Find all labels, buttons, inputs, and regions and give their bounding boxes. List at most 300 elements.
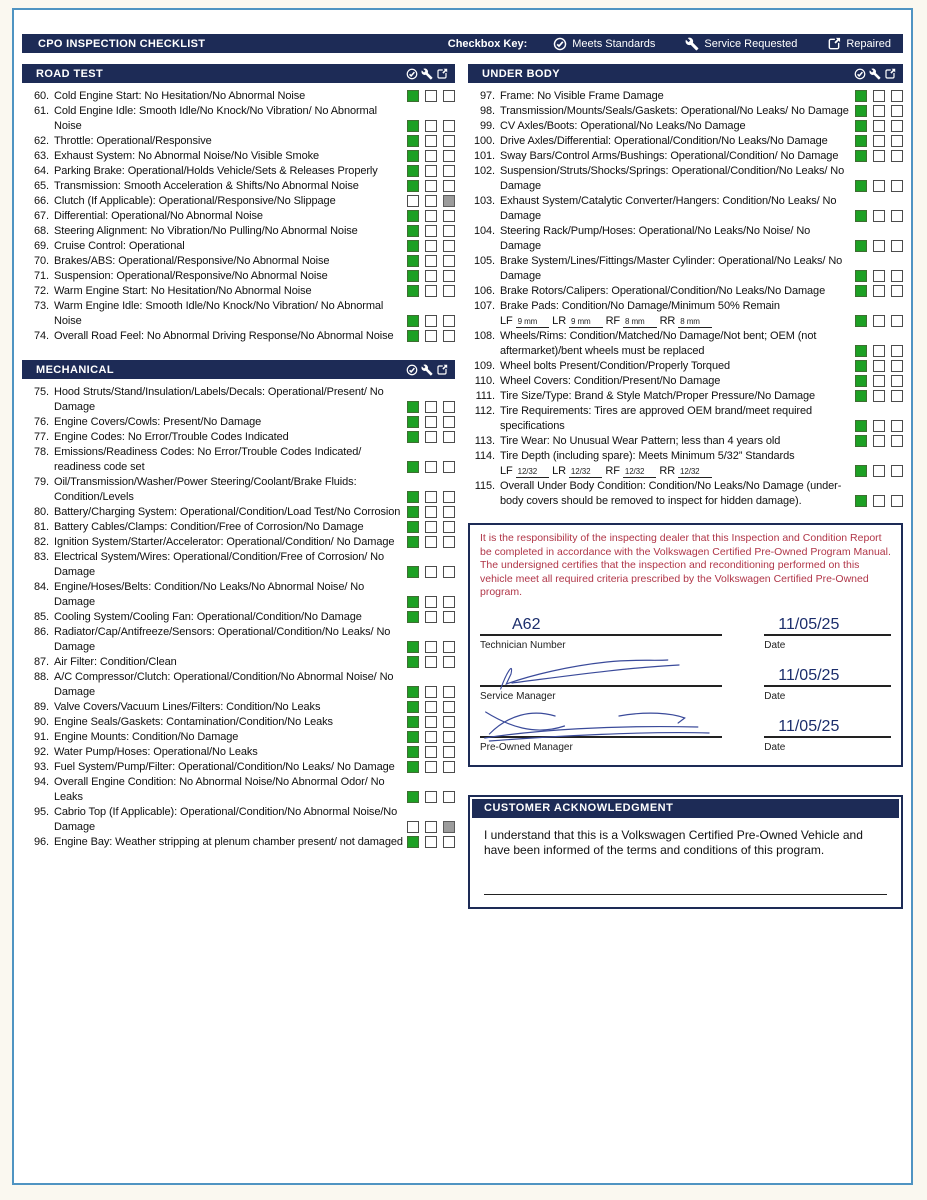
item-number: 105. [473, 255, 495, 267]
item-text: Brake Pads: Condition/No Damage/Minimum 50% Remain LF 9 mm LR 9 mm RF 8 mm RR 8 mm [500, 299, 851, 329]
checklist-item [468, 149, 903, 164]
signature-field [480, 661, 722, 702]
legend-label: Repaired [846, 37, 891, 50]
checkbox-repaired[interactable] [443, 641, 455, 653]
item-text: Warm Engine Idle: Smooth Idle/No Knock/No Vibration/ No Abnormal Noise [54, 300, 384, 327]
checkbox-service-requested[interactable] [873, 420, 885, 432]
checkbox-repaired[interactable] [443, 165, 455, 177]
checkbox-service-requested[interactable] [425, 821, 437, 833]
checklist-item [22, 445, 455, 475]
item-checkboxes [407, 431, 455, 443]
checkbox-meets-standards[interactable] [407, 135, 419, 147]
checkbox-service-requested[interactable] [425, 836, 437, 848]
checkbox-service-requested[interactable] [425, 180, 437, 192]
checklist-item [22, 89, 455, 104]
item-checkboxes [855, 180, 903, 192]
checkbox-service-requested[interactable] [425, 491, 437, 503]
checkbox-repaired[interactable] [443, 255, 455, 267]
checkbox-service-requested[interactable] [425, 686, 437, 698]
checkbox-meets-standards[interactable] [855, 435, 867, 447]
checkbox-meets-standards[interactable] [407, 150, 419, 162]
checkbox-meets-standards[interactable] [407, 255, 419, 267]
item-checkboxes [407, 120, 455, 132]
checkbox-service-requested[interactable] [873, 495, 885, 507]
section-mechanical [22, 360, 455, 850]
checkbox-service-requested[interactable] [425, 461, 437, 473]
checkbox-repaired[interactable] [891, 465, 903, 477]
checkbox-repaired[interactable] [443, 195, 455, 207]
item-number: 85. [34, 611, 49, 623]
checkbox-service-requested[interactable] [873, 150, 885, 162]
item-measurements: LF 9 mm LR 9 mm RF 8 mm RR 8 mm [500, 314, 851, 329]
item-checkboxes [855, 360, 903, 372]
item-text: Brakes/ABS: Operational/Responsive/No Abnormal Noise [54, 255, 330, 267]
checkbox-service-requested[interactable] [425, 150, 437, 162]
checkbox-repaired[interactable] [443, 791, 455, 803]
checkbox-service-requested[interactable] [873, 375, 885, 387]
checklist-item [22, 299, 455, 329]
checkbox-repaired[interactable] [891, 390, 903, 402]
checkbox-service-requested[interactable] [425, 285, 437, 297]
checklist-item [22, 580, 455, 610]
section-items [22, 385, 455, 850]
measurement-value: 12/32 [569, 467, 603, 478]
section-title: MECHANICAL [36, 363, 114, 376]
checkbox-repaired[interactable] [443, 836, 455, 848]
checkbox-repaired[interactable] [443, 330, 455, 342]
checkbox-meets-standards[interactable] [407, 90, 419, 102]
checkbox-meets-standards[interactable] [855, 180, 867, 192]
checkbox-service-requested[interactable] [425, 746, 437, 758]
item-checkboxes [855, 105, 903, 117]
checkbox-repaired[interactable] [443, 210, 455, 222]
checklist-item [468, 374, 903, 389]
checkbox-meets-standards[interactable] [407, 656, 419, 668]
checkbox-meets-standards[interactable] [407, 536, 419, 548]
checkbox-meets-standards[interactable] [855, 240, 867, 252]
checkbox-repaired[interactable] [443, 686, 455, 698]
checkbox-meets-standards[interactable] [407, 491, 419, 503]
checkbox-service-requested[interactable] [425, 566, 437, 578]
checkbox-service-requested[interactable] [425, 401, 437, 413]
checkbox-service-requested[interactable] [425, 536, 437, 548]
checkbox-service-requested[interactable] [425, 90, 437, 102]
item-checkboxes [407, 521, 455, 533]
checkbox-repaired[interactable] [891, 285, 903, 297]
checkbox-meets-standards[interactable] [855, 135, 867, 147]
checkbox-repaired[interactable] [443, 491, 455, 503]
item-number: 70. [34, 255, 49, 267]
checklist-item [22, 625, 455, 655]
checklist-item [468, 284, 903, 299]
checkbox-meets-standards[interactable] [407, 836, 419, 848]
item-checkboxes [855, 240, 903, 252]
checkbox-repaired[interactable] [443, 416, 455, 428]
item-text: Engine Seals/Gaskets: Contamination/Condition/No Leaks [54, 716, 333, 728]
checkbox-repaired[interactable] [443, 656, 455, 668]
checkbox-service-requested[interactable] [425, 165, 437, 177]
checkbox-service-requested[interactable] [425, 240, 437, 252]
item-number: 80. [34, 506, 49, 518]
checkbox-meets-standards[interactable] [407, 611, 419, 623]
item-text: Cold Engine Start: No Hesitation/No Abnormal Noise [54, 90, 306, 102]
item-text: Suspension/Struts/Shocks/Springs: Operational/Condition/No Leaks/ No Damage [500, 165, 845, 192]
item-number: 76. [34, 416, 49, 428]
checkbox-repaired[interactable] [891, 375, 903, 387]
checkbox-meets-standards[interactable] [855, 375, 867, 387]
checklist-item [22, 535, 455, 550]
checkbox-meets-standards[interactable] [407, 270, 419, 282]
checkbox-meets-standards[interactable] [407, 641, 419, 653]
measurement-value: 8 mm [623, 317, 657, 328]
checkbox-meets-standards[interactable] [407, 791, 419, 803]
checkbox-repaired[interactable] [443, 180, 455, 192]
checkbox-service-requested[interactable] [873, 105, 885, 117]
item-checkboxes [855, 420, 903, 432]
checkbox-meets-standards[interactable] [855, 390, 867, 402]
checkbox-repaired[interactable] [443, 731, 455, 743]
checkbox-meets-standards[interactable] [407, 821, 419, 833]
section-road-test [22, 64, 455, 344]
checkbox-repaired[interactable] [891, 135, 903, 147]
checkbox-service-requested[interactable] [425, 330, 437, 342]
item-text: Tire Requirements: Tires are approved OEM brand/meet required specifications [500, 405, 813, 432]
item-text: Throttle: Operational/Responsive [54, 135, 212, 147]
checkbox-meets-standards[interactable] [407, 596, 419, 608]
date-label: Date [764, 639, 786, 651]
checkbox-repaired[interactable] [443, 506, 455, 518]
item-text: Wheel bolts Present/Condition/Properly Torqued [500, 360, 730, 372]
checkbox-service-requested[interactable] [425, 255, 437, 267]
checkbox-service-requested[interactable] [873, 180, 885, 192]
checkbox-service-requested[interactable] [425, 195, 437, 207]
checkbox-meets-standards[interactable] [407, 716, 419, 728]
checkbox-meets-standards[interactable] [407, 240, 419, 252]
item-checkboxes [855, 435, 903, 447]
checkbox-meets-standards[interactable] [407, 566, 419, 578]
repaired-icon [436, 364, 448, 376]
item-text: Fuel System/Pump/Filter: Operational/Condition/No Leaks/ No Damage [54, 761, 395, 773]
checkbox-service-requested[interactable] [425, 315, 437, 327]
checkbox-service-requested[interactable] [425, 135, 437, 147]
checkbox-meets-standards[interactable] [407, 315, 419, 327]
item-text: Cabrio Top (If Applicable): Operational/Condition/No Abnormal Noise/No Damage [54, 806, 398, 833]
item-number: 112. [474, 405, 495, 417]
item-number: 99. [480, 120, 495, 132]
checklist-item [22, 700, 455, 715]
measurement-value: 9 mm [569, 317, 603, 328]
checkbox-meets-standards[interactable] [407, 761, 419, 773]
checkbox-meets-standards[interactable] [407, 210, 419, 222]
checkbox-service-requested[interactable] [425, 656, 437, 668]
wrench-icon [869, 68, 881, 80]
checkbox-meets-standards[interactable] [855, 120, 867, 132]
item-number: 83. [34, 551, 49, 563]
checkbox-repaired[interactable] [891, 90, 903, 102]
item-checkboxes [407, 180, 455, 192]
checkbox-meets-standards[interactable] [407, 225, 419, 237]
checkbox-meets-standards[interactable] [855, 495, 867, 507]
checkbox-meets-standards[interactable] [855, 420, 867, 432]
checklist-item [22, 550, 455, 580]
item-text: Wheel Covers: Condition/Present/No Damage [500, 375, 721, 387]
checkbox-repaired[interactable] [443, 401, 455, 413]
checkbox-service-requested[interactable] [873, 285, 885, 297]
item-text: CV Axles/Boots: Operational/No Leaks/No Damage [500, 120, 746, 132]
item-text: Engine Bay: Weather stripping at plenum chamber present/ not damaged [54, 836, 403, 848]
item-checkboxes [407, 566, 455, 578]
checkbox-meets-standards[interactable] [855, 150, 867, 162]
checklist-item [468, 134, 903, 149]
checkbox-service-requested[interactable] [873, 240, 885, 252]
item-text: Overall Road Feel: No Abnormal Driving Response/No Abnormal Noise [54, 330, 394, 342]
item-text: Clutch (If Applicable): Operational/Responsive/No Slippage [54, 195, 336, 207]
checkbox-repaired[interactable] [891, 360, 903, 372]
checkbox-meets-standards[interactable] [407, 731, 419, 743]
wrench-icon [685, 37, 699, 51]
checkbox-meets-standards[interactable] [855, 210, 867, 222]
checkbox-service-requested[interactable] [425, 611, 437, 623]
item-checkboxes [855, 345, 903, 357]
checkbox-service-requested[interactable] [425, 270, 437, 282]
checkbox-meets-standards[interactable] [407, 746, 419, 758]
checkbox-service-requested[interactable] [425, 761, 437, 773]
item-number: 92. [34, 746, 49, 758]
checklist-item [22, 430, 455, 445]
checkbox-meets-standards[interactable] [855, 345, 867, 357]
date-line[interactable] [764, 712, 891, 738]
checkbox-repaired[interactable] [443, 315, 455, 327]
checkbox-meets-standards[interactable] [407, 521, 419, 533]
checkbox-service-requested[interactable] [873, 120, 885, 132]
signature-line[interactable] [480, 610, 722, 636]
item-measurements: LF 12/32 LR 12/32 RF 12/32 RR 12/32 [500, 464, 851, 479]
checkbox-repaired[interactable] [891, 495, 903, 507]
certification-statement: It is the responsibility of the inspecting dealer that this Inspection and Condition Report be completed in accordance with the Volkswagen Certified Pre-Owned Program Manual. The undersigned certifies that the inspection and reconditioning performed on this vehicle meet all required criteria prescribed by the Volkswagen Certified Pre-Owned program. [480, 532, 891, 598]
checkbox-service-requested[interactable] [425, 506, 437, 518]
item-number: 66. [34, 195, 49, 207]
item-text: Emissions/Readiness Codes: No Error/Trouble Codes Indicated/ readiness code set [54, 446, 362, 473]
checkbox-meets-standards[interactable] [407, 701, 419, 713]
checkbox-service-requested[interactable] [425, 210, 437, 222]
checkbox-repaired[interactable] [443, 566, 455, 578]
item-number: 74. [34, 330, 49, 342]
item-text: Brake Rotors/Calipers: Operational/Condition/No Leaks/No Damage [500, 285, 826, 297]
checkbox-repaired[interactable] [443, 150, 455, 162]
signature-grid [480, 610, 891, 753]
checklist-item [22, 269, 455, 284]
date-label: Date [764, 690, 786, 702]
checkbox-service-requested[interactable] [873, 465, 885, 477]
date-field [764, 661, 891, 702]
item-text: Differential: Operational/No Abnormal Noise [54, 210, 263, 222]
checkbox-repaired[interactable] [443, 270, 455, 282]
signature-line[interactable] [480, 661, 722, 687]
item-number: 69. [34, 240, 49, 252]
checkbox-meets-standards[interactable] [407, 431, 419, 443]
item-number: 113. [474, 435, 495, 447]
checkbox-repaired[interactable] [443, 90, 455, 102]
checkbox-repaired[interactable] [443, 240, 455, 252]
item-text: Tire Wear: No Unusual Wear Pattern; less than 4 years old [500, 435, 781, 447]
signature-line[interactable] [480, 712, 722, 738]
checkbox-meets-standards[interactable] [855, 105, 867, 117]
legend-label: Service Requested [704, 37, 798, 50]
checkbox-service-requested[interactable] [873, 315, 885, 327]
checkbox-meets-standards[interactable] [407, 330, 419, 342]
checkbox-repaired[interactable] [443, 716, 455, 728]
checkbox-service-requested[interactable] [873, 135, 885, 147]
checklist-item [468, 104, 903, 119]
date-line[interactable] [764, 610, 891, 636]
checkbox-meets-standards[interactable] [407, 506, 419, 518]
item-number: 94. [34, 776, 49, 788]
checkbox-service-requested[interactable] [873, 210, 885, 222]
checklist-item [22, 715, 455, 730]
checkbox-meets-standards[interactable] [855, 90, 867, 102]
checkbox-service-requested[interactable] [425, 791, 437, 803]
checkbox-service-requested[interactable] [425, 641, 437, 653]
checklist-item [468, 449, 903, 479]
checkbox-repaired[interactable] [443, 746, 455, 758]
checkbox-repaired[interactable] [443, 285, 455, 297]
item-number: 109. [473, 360, 495, 372]
checkbox-service-requested[interactable] [425, 431, 437, 443]
customer-acknowledgment-header [472, 799, 899, 818]
checkbox-service-requested[interactable] [425, 701, 437, 713]
checkbox-meets-standards[interactable] [407, 416, 419, 428]
checklist-item [22, 164, 455, 179]
checkbox-repaired[interactable] [443, 431, 455, 443]
checkbox-meets-standards[interactable] [407, 165, 419, 177]
checklist-item [22, 209, 455, 224]
date-value: 11/05/25 [778, 717, 840, 735]
checkbox-repaired[interactable] [443, 461, 455, 473]
checklist-item [22, 224, 455, 239]
checkbox-meets-standards[interactable] [407, 401, 419, 413]
item-checkboxes [407, 330, 455, 342]
checkbox-repaired[interactable] [891, 420, 903, 432]
checkbox-meets-standards[interactable] [407, 285, 419, 297]
checkbox-service-requested[interactable] [873, 390, 885, 402]
checkbox-service-requested[interactable] [425, 225, 437, 237]
checkbox-repaired[interactable] [891, 105, 903, 117]
item-number: 115. [474, 480, 495, 492]
customer-signature-line[interactable] [484, 894, 887, 895]
checklist-item [22, 835, 455, 850]
item-number: 84. [34, 581, 49, 593]
item-checkboxes [407, 656, 455, 668]
checkbox-service-requested[interactable] [873, 435, 885, 447]
checkbox-repaired[interactable] [443, 821, 455, 833]
item-checkboxes [407, 90, 455, 102]
item-text: Suspension: Operational/Responsive/No Abnormal Noise [54, 270, 328, 282]
item-number: 61. [34, 105, 49, 117]
checkbox-meets-standards[interactable] [407, 120, 419, 132]
item-number: 64. [34, 165, 49, 177]
signature-row [480, 661, 891, 702]
item-text: Drive Axles/Differential: Operational/Condition/No Leaks/No Damage [500, 135, 828, 147]
signature-label: Service Manager [480, 690, 556, 702]
checkbox-service-requested[interactable] [873, 360, 885, 372]
item-text: Engine Covers/Cowls: Present/No Damage [54, 416, 262, 428]
checkbox-meets-standards[interactable] [855, 315, 867, 327]
item-text: Valve Covers/Vacuum Lines/Filters: Condition/No Leaks [54, 701, 321, 713]
checklist-item [22, 760, 455, 775]
checkbox-repaired[interactable] [443, 761, 455, 773]
item-checkboxes [407, 716, 455, 728]
checkbox-service-requested[interactable] [425, 521, 437, 533]
item-text: Tire Size/Type: Brand & Style Match/Proper Pressure/No Damage [500, 390, 816, 402]
checkbox-service-requested[interactable] [425, 120, 437, 132]
legend-item-check-circle [553, 37, 655, 51]
checkbox-repaired[interactable] [443, 701, 455, 713]
section-header-icons [406, 364, 448, 376]
checkbox-meets-standards[interactable] [407, 180, 419, 192]
checklist-item [22, 745, 455, 760]
checkbox-meets-standards[interactable] [407, 686, 419, 698]
item-text: Ignition System/Starter/Accelerator: Operational/Condition/ No Damage [54, 536, 395, 548]
item-number: 62. [34, 135, 49, 147]
checklist-item [22, 329, 455, 344]
checkbox-repaired[interactable] [891, 210, 903, 222]
checkbox-repaired[interactable] [443, 521, 455, 533]
checkbox-repaired[interactable] [891, 240, 903, 252]
checkbox-repaired[interactable] [443, 596, 455, 608]
checklist-item [22, 415, 455, 430]
checkbox-repaired[interactable] [443, 225, 455, 237]
checkbox-service-requested[interactable] [425, 716, 437, 728]
checkbox-repaired[interactable] [891, 315, 903, 327]
checklist-item [22, 194, 455, 209]
checkbox-repaired[interactable] [443, 135, 455, 147]
date-line[interactable] [764, 661, 891, 687]
checkbox-repaired[interactable] [891, 270, 903, 282]
item-checkboxes [855, 390, 903, 402]
measurement-value: 12/32 [623, 467, 657, 478]
item-checkboxes [407, 416, 455, 428]
item-checkboxes [407, 195, 455, 207]
item-checkboxes [855, 270, 903, 282]
checkbox-meets-standards[interactable] [855, 465, 867, 477]
checkbox-repaired[interactable] [891, 120, 903, 132]
checkbox-repaired[interactable] [891, 150, 903, 162]
checkbox-repaired[interactable] [891, 345, 903, 357]
checkbox-service-requested[interactable] [873, 345, 885, 357]
checkbox-service-requested[interactable] [873, 270, 885, 282]
checkbox-meets-standards[interactable] [855, 360, 867, 372]
checkbox-service-requested[interactable] [425, 416, 437, 428]
checkbox-meets-standards[interactable] [855, 270, 867, 282]
checkbox-meets-standards[interactable] [855, 285, 867, 297]
checkbox-meets-standards[interactable] [407, 461, 419, 473]
checkbox-service-requested[interactable] [425, 731, 437, 743]
checkbox-repaired[interactable] [443, 536, 455, 548]
date-label: Date [764, 741, 786, 753]
checkbox-repaired[interactable] [891, 180, 903, 192]
item-checkboxes [855, 135, 903, 147]
checkbox-service-requested[interactable] [425, 596, 437, 608]
checkbox-repaired[interactable] [443, 120, 455, 132]
checkbox-meets-standards[interactable] [407, 195, 419, 207]
checklist-columns [22, 64, 903, 909]
checklist-item [22, 655, 455, 670]
checkbox-service-requested[interactable] [873, 90, 885, 102]
checklist-item [22, 254, 455, 269]
item-checkboxes [407, 401, 455, 413]
checkbox-repaired[interactable] [443, 611, 455, 623]
checkbox-repaired[interactable] [891, 435, 903, 447]
